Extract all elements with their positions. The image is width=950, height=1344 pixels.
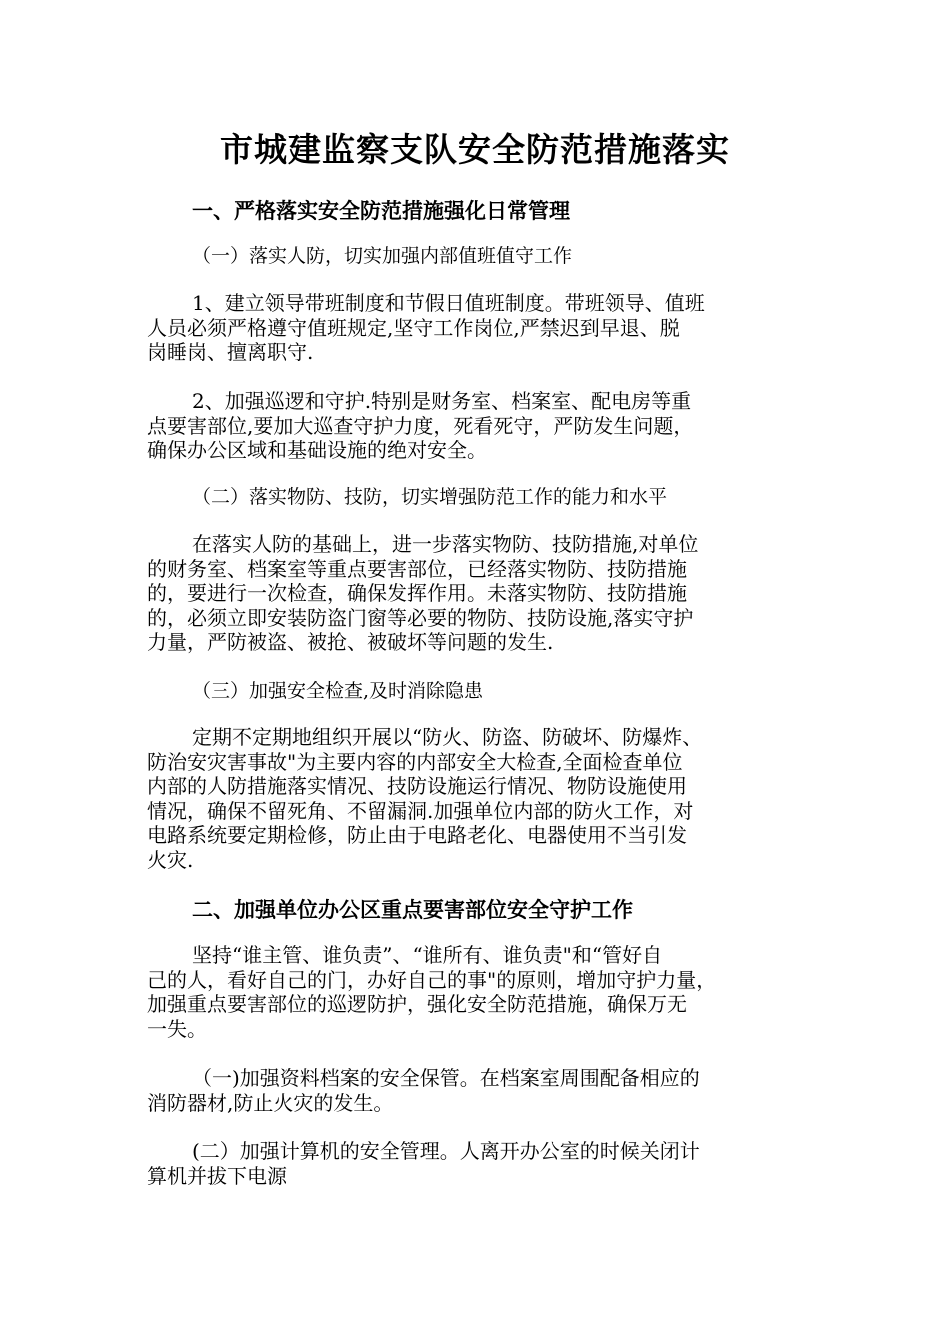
paragraph-line: 火灾. bbox=[147, 847, 194, 872]
paragraph-line: 岗睡岗、擅离职守. bbox=[147, 340, 314, 364]
paragraph-line: (二）加强计算机的安全管理。人离开办公室的时候关闭计 bbox=[192, 1139, 700, 1163]
subsection-1-3-heading: （三）加强安全检查,及时消除隐患 bbox=[192, 680, 484, 702]
paragraph-line: 的，要进行一次检查，确保发挥作用。未落实物防、技防措施 bbox=[147, 581, 687, 605]
section-2-heading: 二、加强单位办公区重点要害部位安全守护工作 bbox=[192, 898, 633, 922]
paragraph-line: 的财务室、档案室等重点要害部位，已经落实物防、技防措施 bbox=[147, 556, 687, 581]
paragraph-line: 加强重点要害部位的巡逻防护，强化安全防范措施，确保万无 bbox=[147, 992, 687, 1016]
paragraph-1-2-1 bbox=[147, 532, 807, 655]
paragraph-2-1 bbox=[147, 943, 807, 1041]
paragraph-line: 算机并拔下电源 bbox=[147, 1163, 287, 1188]
paragraph-line: 己的人，看好自己的门，办好自己的事"的原则，增加守护力量， bbox=[147, 967, 717, 992]
paragraph-line: 在落实人防的基础上，进一步落实物防、技防措施,对单位 bbox=[192, 532, 699, 556]
section-1-heading: 一、严格落实安全防范措施强化日常管理 bbox=[192, 199, 570, 223]
paragraph-line: 消防器材,防止火灾的发生。 bbox=[147, 1090, 394, 1115]
paragraph-2-2 bbox=[147, 1066, 807, 1115]
paragraph-line: 电路系统要定期检修，防止由于电路老化、电器使用不当引发 bbox=[147, 823, 687, 847]
paragraph-line: 力量，严防被盗、被抢、被破坏等问题的发生. bbox=[147, 630, 554, 654]
paragraph-line: 情况，确保不留死角、不留漏洞.加强单位内部的防火工作，对 bbox=[147, 798, 694, 823]
paragraph-line: 2、加强巡逻和守护.特别是财务室、档案室、配电房等重 bbox=[192, 389, 692, 413]
paragraph-line: 确保办公区域和基础设施的绝对安全。 bbox=[147, 438, 487, 462]
paragraph-1-1-2 bbox=[147, 389, 807, 463]
paragraph-line: 的，必须立即安装防盗门窗等必要的物防、技防设施,落实守护 bbox=[147, 605, 694, 630]
document-title: 市城建监察支队安全防范措施落实 bbox=[220, 130, 730, 169]
paragraph-line: 坚持“谁主管、谁负责”、“谁所有、谁负责"和“管好自 bbox=[192, 943, 663, 967]
paragraph-2-3 bbox=[147, 1139, 807, 1188]
paragraph-line: 防治安灾害事故"为主要内容的内部安全大检查,全面检查单位 bbox=[147, 749, 683, 774]
paragraph-line: 内部的人防措施落实情况、技防设施运行情况、物防设施使用 bbox=[147, 774, 687, 798]
paragraph-line: 点要害部位,要加大巡查守护力度，死看死守，严防发生问题， bbox=[147, 413, 694, 438]
paragraph-1-1-1 bbox=[147, 291, 807, 365]
paragraph-line: 一失。 bbox=[147, 1016, 207, 1041]
paragraph-1-3-1 bbox=[147, 725, 807, 872]
paragraph-line: 定期不定期地组织开展以“防火、防盗、防破坏、防爆炸、 bbox=[192, 725, 703, 749]
subsection-1-1-heading: （一）落实人防，切实加强内部值班值守工作 bbox=[192, 245, 573, 267]
paragraph-line: 人员必须严格遵守值班规定,坚守工作岗位,严禁迟到早退、脱 bbox=[147, 315, 680, 340]
paragraph-line: （一)加强资料档案的安全保管。在档案室周围配备相应的 bbox=[192, 1066, 700, 1090]
subsection-1-2-heading: （二）落实物防、技防，切实增强防范工作的能力和水平 bbox=[192, 486, 668, 508]
paragraph-line: 1、建立领导带班制度和节假日值班制度。带班领导、值班 bbox=[192, 291, 705, 315]
